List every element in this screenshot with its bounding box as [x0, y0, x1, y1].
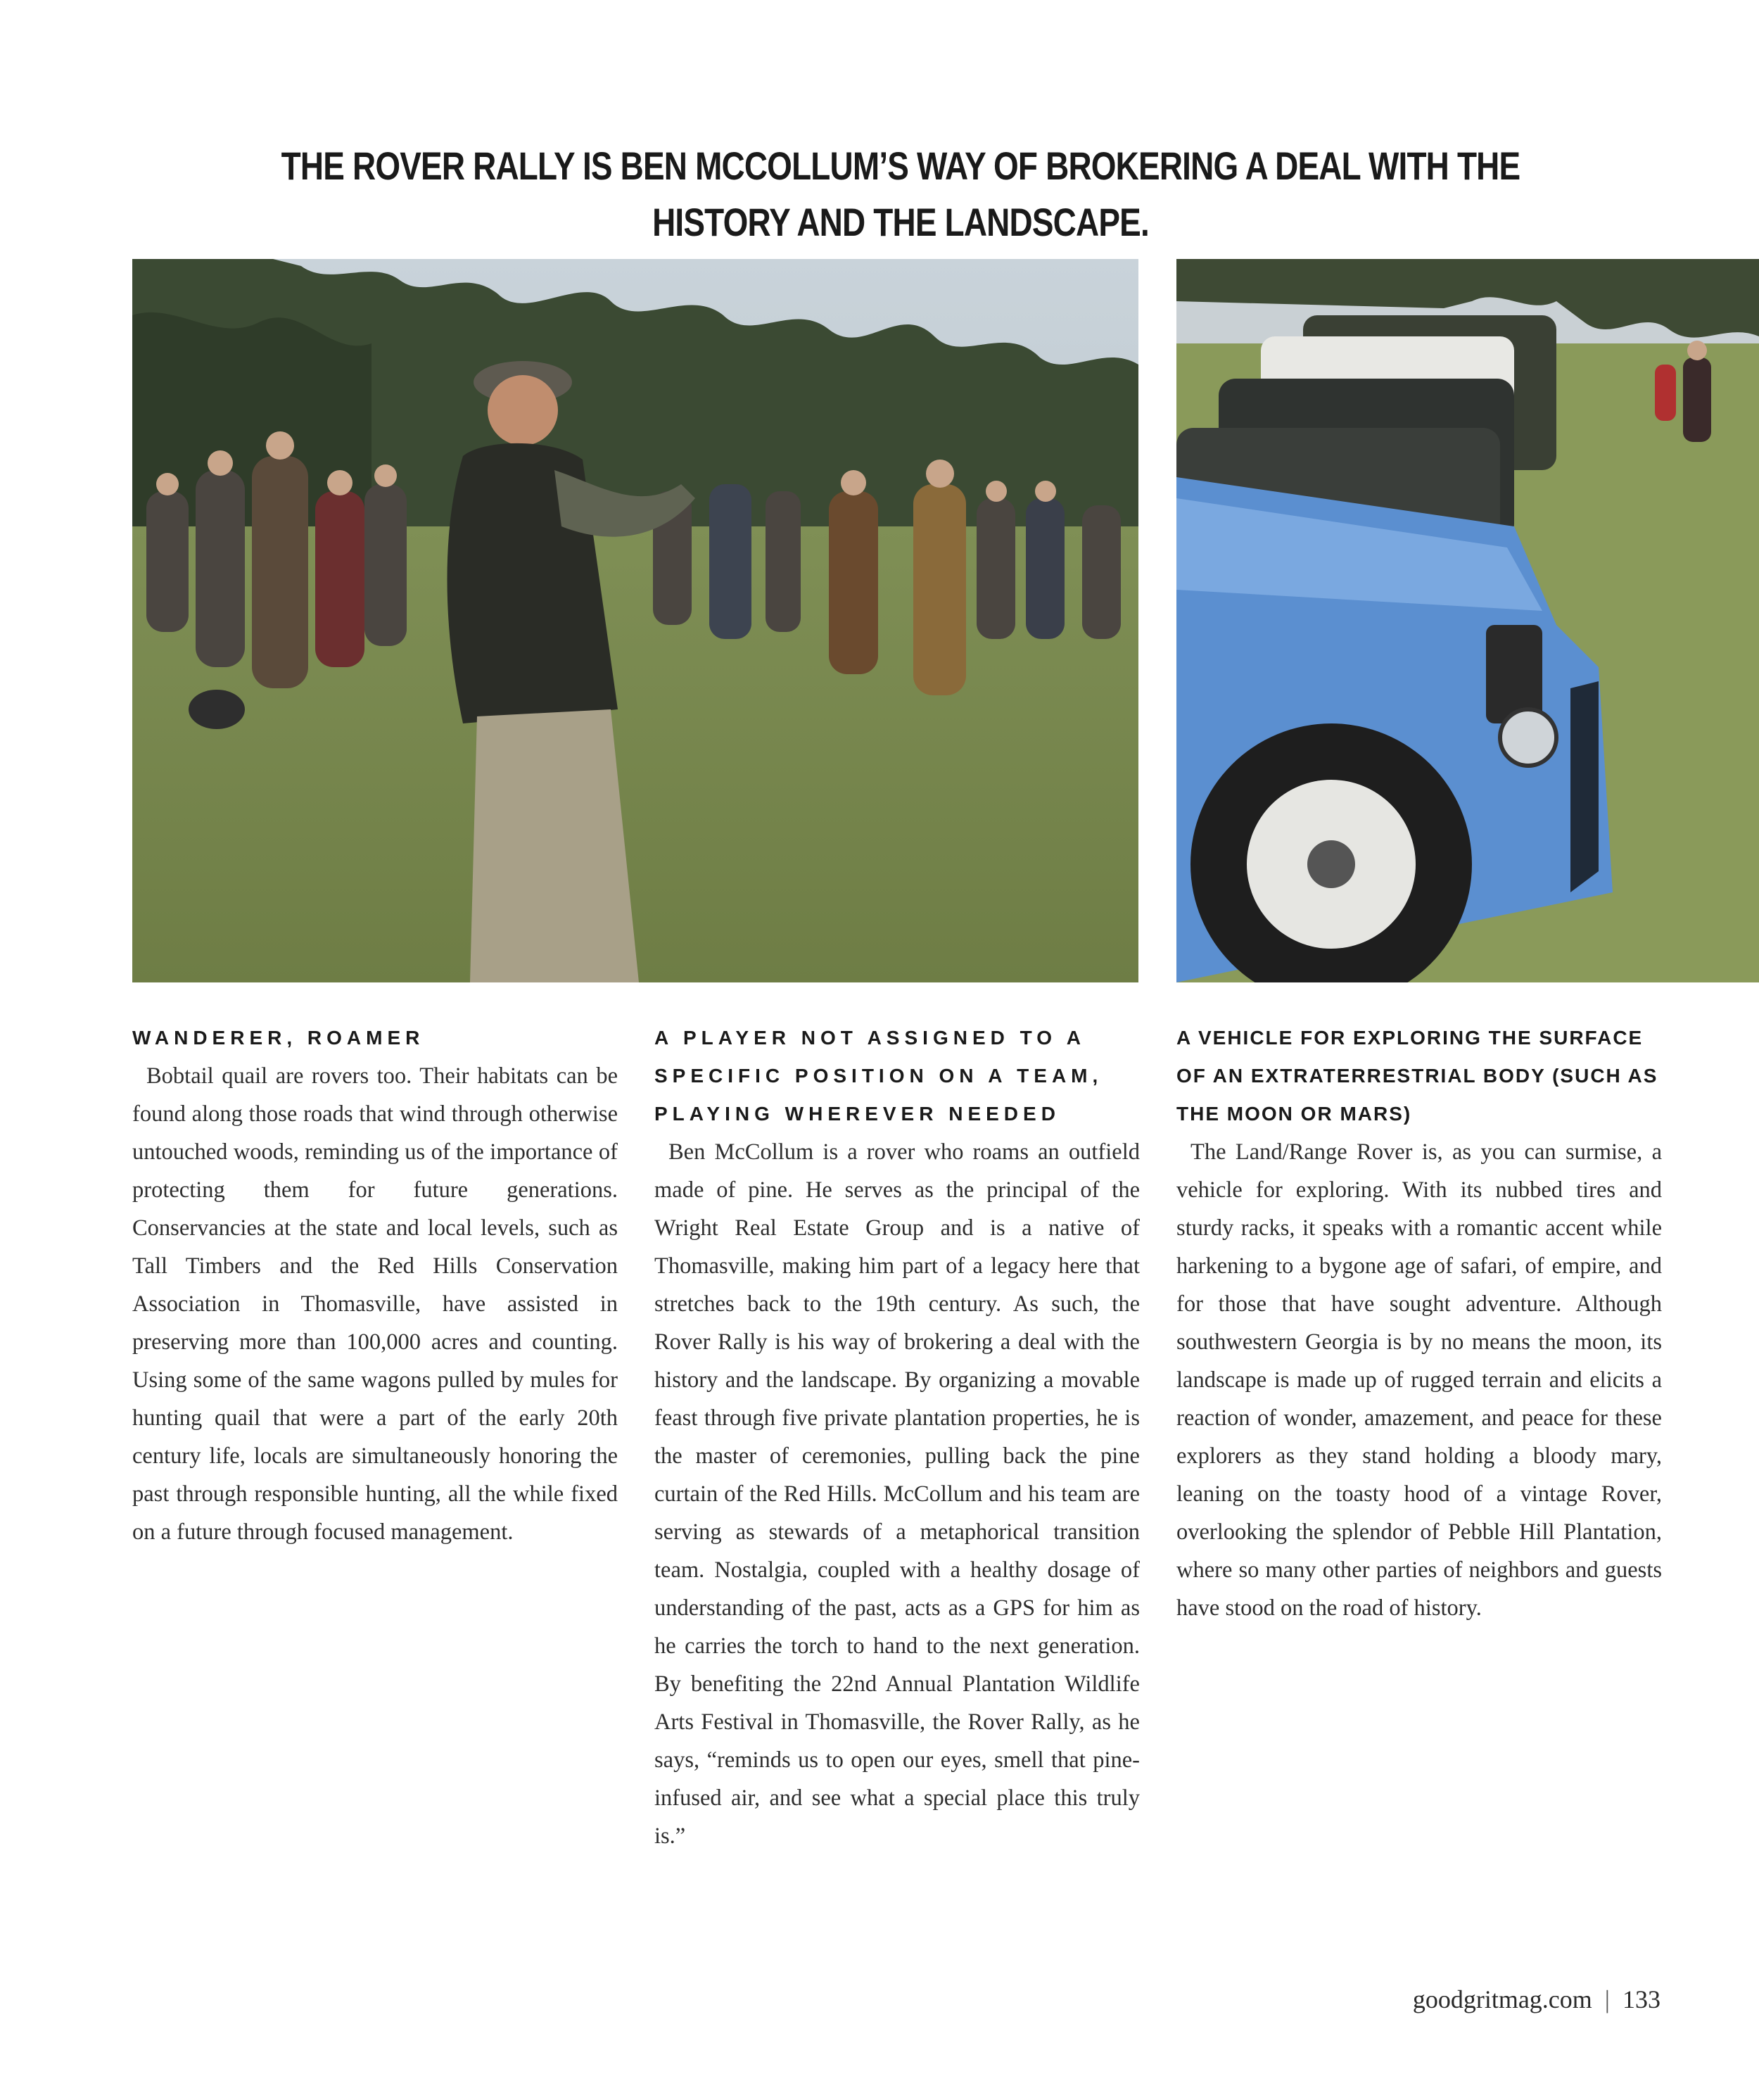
article-column-1 [132, 1019, 618, 1551]
page-footer [1413, 1985, 1660, 2014]
column-3-body: The Land/Range Rover is, as you can surmise, a vehicle for exploring. With its nubbed tires and sturdy racks, it speaks with a romantic accent while harkening to a bygone age of safari, of empire, and for those that have sought adventure. Although southwestern Georgia is by no means the moon, its landscape is made up of rugged terrain and elicits a reaction of wonder, amazement, and peace for these explorers as they stand holding a bloody mary, leaning on the toasty hood of a vintage Rover, overlooking the splendor of Pebble Hill Plantation, where so many other parties of neighbors and guests have stood on the road of history. [1176, 1139, 1662, 1621]
column-3-heading: A VEHICLE FOR EXPLORING THE SURFACE OF AN EXTRATERRESTRIAL BODY (SUCH AS THE MOON OR MARS) [1176, 1027, 1658, 1125]
photo-speaker-crowd [132, 259, 1138, 982]
headline: THE ROVER RALLY IS BEN MCCOLLUM’S WAY OF BROKERING A DEAL WITH THE HISTORY AND THE LANDSCAPE. [281, 144, 1520, 244]
column-1-body: Bobtail quail are rovers too. Their habitats can be found along those roads that wind through otherwise untouched woods, reminding us of the importance of protecting them for future generations. Conservancies at the state and local levels, such as Tall Timbers and the Red Hills Conservation Association in Thomasville, have assisted in preserving more than 100,000 acres and counting. Using some of the same wagons pulled by mules for hunting quail that were a part of the early 20th century life, locals are simultaneously honoring the past through responsible hunting, all the while fixed on a future through focused management. [132, 1063, 618, 1545]
footer-site: goodgritmag.com [1412, 1985, 1592, 2013]
photo-land-rovers [1176, 259, 1759, 982]
footer-separator: | [1604, 1985, 1610, 2013]
column-2-heading: A PLAYER NOT ASSIGNED TO A SPECIFIC POSITION ON A TEAM, PLAYING WHEREVER NEEDED [654, 1027, 1103, 1125]
page-number: 133 [1623, 1985, 1660, 2013]
column-1-heading: WANDERER, ROAMER [132, 1027, 425, 1049]
article-column-3 [1176, 1019, 1662, 1627]
column-2-body: Ben McCollum is a rover who roams an outfield made of pine. He serves as the principal of the Wright Real Estate Group and is a native of Thomasville, making him part of a legacy here that stretches back to the 19th century. As such, the Rover Rally is his way of brokering a deal with the history and the landscape. By organizing a movable feast through five private plantation properties, he is the master of ceremonies, pulling back the pine curtain of the Red Hills. McCollum and his team are serving as stewards of a metaphorical transition team. Nostalgia, coupled with a healthy dosage of understanding of the past, acts as a GPS for him as he carries the torch to hand to the next generation. By benefiting the 22nd Annual Plantation Wildlife Arts Festival in Thomasville, the Rover Rally, as he says, “reminds us to open our eyes, smell that pine-infused air, and see what a special place this truly is.” [654, 1139, 1140, 1849]
article-column-2 [654, 1019, 1140, 1855]
